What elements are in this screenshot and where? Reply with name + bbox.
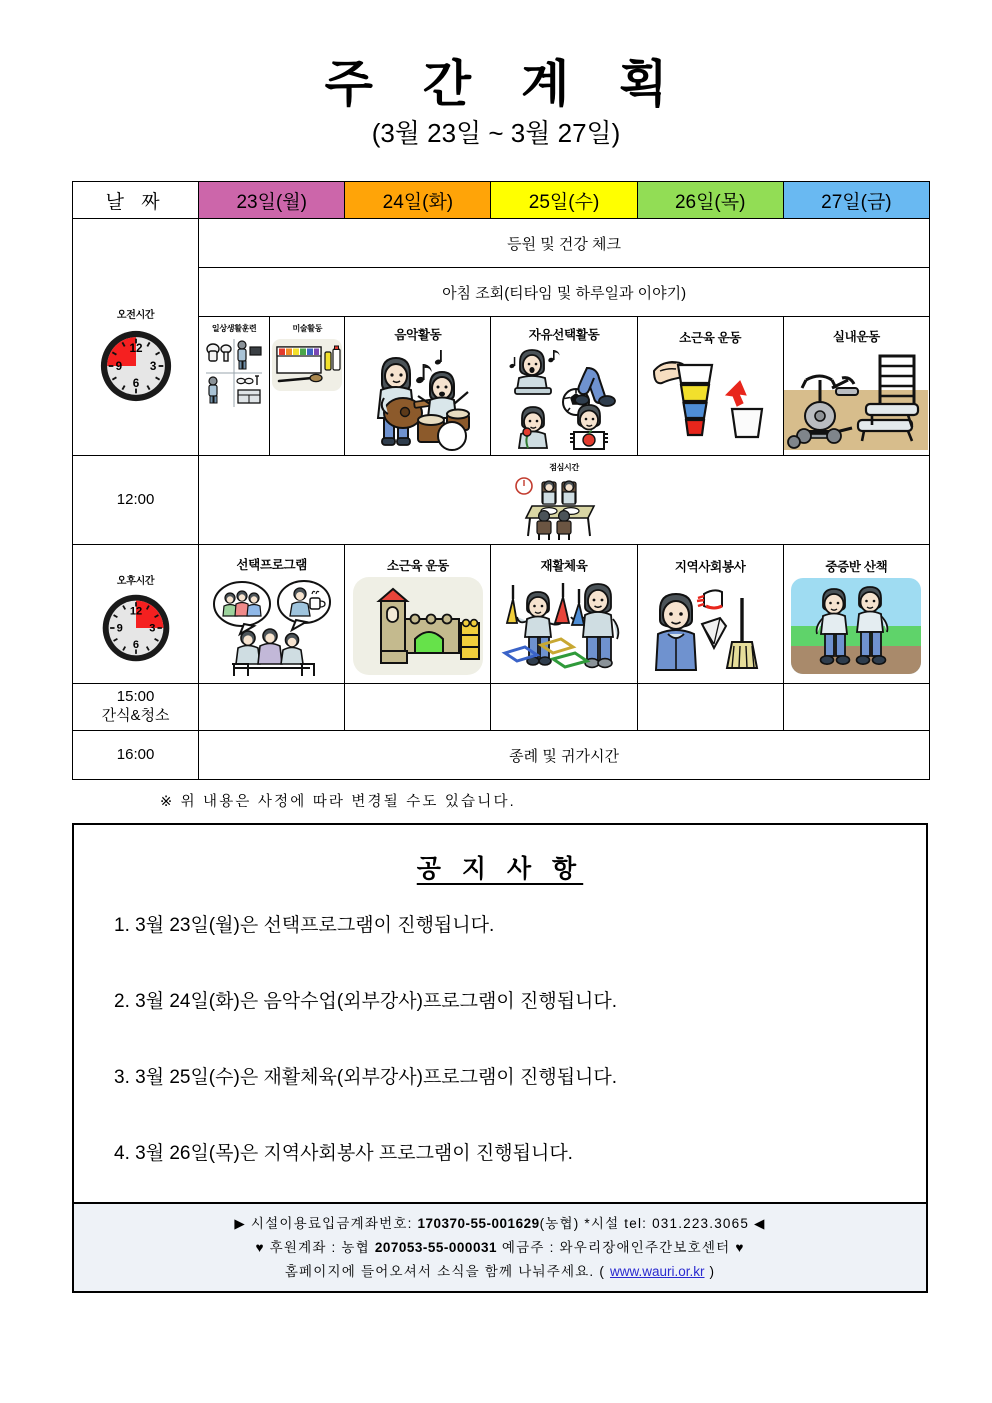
- table-row-morning-meeting: [73, 268, 930, 317]
- snack-cell-mon: [199, 684, 345, 731]
- document-header: [0, 0, 992, 147]
- table-row-afternoon-activities: [73, 545, 930, 684]
- activity-label-community-service: 지역사회봉사: [674, 559, 746, 574]
- list-item: 2. 3월 24일(화)은 음악수업(외부강사)프로그램이 진행됩니다.: [114, 990, 618, 1012]
- table-row-snack: [73, 684, 930, 731]
- music-activity-icon: [345, 344, 490, 452]
- activity-cell-mon-morning: [199, 317, 345, 456]
- morning-time-cell: [73, 219, 199, 456]
- svg-text:9: 9: [115, 359, 122, 373]
- snack-cell-tue: [345, 684, 491, 731]
- activity-cell-tue-afternoon: [345, 545, 491, 684]
- lunch-activity-cell: [199, 456, 930, 545]
- activity-cell-tue-morning: [345, 317, 491, 456]
- daily-living-training-icon: [203, 335, 265, 411]
- footer-account-prefix: ▶ 시설이용료입금계좌번호:: [234, 1216, 418, 1232]
- building-blocks-icon: [345, 575, 490, 677]
- table-header-row: [73, 182, 930, 219]
- svg-text:9: 9: [116, 622, 123, 635]
- morning-meeting-cell: 아침 조회(티타임 및 하루일과 이야기): [199, 268, 930, 317]
- activity-label-free-choice: 자유선택활동: [528, 327, 600, 342]
- activity-label-fine-motor-afternoon: 소근육 운동: [386, 558, 449, 573]
- snack-cell-fri: [783, 684, 929, 731]
- notice-title: 공 지 사 항: [416, 855, 584, 884]
- list-item: 3. 3월 25일(수)은 재활체육(외부강사)프로그램이 진행됩니다.: [114, 1066, 618, 1088]
- indoor-exercise-icon: [784, 346, 929, 450]
- table-row-closing: [73, 731, 930, 780]
- snack-time-value: 15:00: [116, 688, 155, 706]
- walking-outdoors-icon: [784, 576, 929, 676]
- header-day-tue: 24일(화): [345, 182, 491, 219]
- table-row-lunch: [73, 456, 930, 545]
- activity-cell-thu-morning: [637, 317, 783, 456]
- header-day-thu: 26일(목): [637, 182, 783, 219]
- svg-text:6: 6: [132, 638, 139, 651]
- notice-list: [74, 891, 926, 1202]
- lunch-time-cell: 12:00: [73, 456, 199, 545]
- snack-cell-wed: [491, 684, 637, 731]
- lunch-label: 점심시간: [549, 463, 579, 473]
- footer-line-website: [74, 1260, 926, 1284]
- footer-donation-number: 207053-55-000031: [374, 1240, 497, 1256]
- svg-text:3: 3: [148, 622, 155, 635]
- svg-text:3: 3: [149, 359, 156, 373]
- schedule-disclaimer: ※ 위 내용은 사정에 따라 변경될 수도 있습니다.: [160, 794, 516, 811]
- afternoon-time-label: 오후시간: [116, 575, 155, 587]
- table-row-arrival: [73, 219, 930, 268]
- activity-label-rehab-pe: 재활체육: [540, 558, 588, 573]
- header-day-fri: 27일(금): [783, 182, 929, 219]
- footer-account-mid: (농협) *시설 tel: 031.223.3065: [539, 1216, 750, 1232]
- footer-donation-prefix: ♥ 후원계좌 : 농협: [255, 1240, 375, 1256]
- rehab-exercise-icon: [491, 575, 636, 677]
- optional-program-icon: [199, 574, 344, 678]
- footer-website-suffix: ): [704, 1263, 716, 1279]
- schedule-section: [0, 147, 992, 811]
- activity-cell-fri-morning: [783, 317, 929, 456]
- header-day-mon: 23일(월): [199, 182, 345, 219]
- header-day-wed: 25일(수): [491, 182, 637, 219]
- lunch-table-icon: [199, 474, 929, 540]
- activity-label-optional-program: 선택프로그램: [236, 557, 308, 572]
- footer-line-facility-account: [74, 1212, 926, 1236]
- svg-text:12: 12: [129, 605, 142, 618]
- clock-morning-icon: [73, 327, 198, 405]
- activity-cell-fri-afternoon: [783, 545, 929, 684]
- activity-subcell-daily-living: [199, 317, 270, 455]
- free-choice-activity-icon: [491, 344, 636, 452]
- arrival-activity-cell: 등원 및 건강 체크: [199, 219, 930, 268]
- svg-text:12: 12: [129, 341, 143, 355]
- closing-activity-cell: 종례 및 귀가시간: [199, 731, 930, 780]
- activity-subcell-art: [270, 317, 344, 455]
- notice-section: [72, 823, 928, 1293]
- activity-cell-mon-afternoon: [199, 545, 345, 684]
- snack-time-label: 간식&청소: [101, 707, 170, 725]
- morning-time-label: 오전시간: [116, 309, 155, 321]
- website-link[interactable]: www.wauri.or.kr: [609, 1263, 705, 1279]
- header-date: 날 짜: [73, 182, 199, 219]
- footer-website-prefix: 홈페이지에 들어오셔서 소식을 함께 나눠주세요. (: [284, 1263, 610, 1279]
- list-item: 4. 3월 26일(목)은 지역사회봉사 프로그램이 진행됩니다.: [114, 1142, 573, 1164]
- footer-account-number: 170370-55-001629: [417, 1216, 540, 1232]
- activity-label-walk: 중증반 산책: [825, 559, 888, 574]
- afternoon-time-cell: [73, 545, 199, 684]
- activity-label-daily-living: 일상생활훈련: [211, 324, 257, 334]
- table-row-morning-activities: [73, 317, 930, 456]
- footer-donation-suffix: 예금주 : 와우리장애인주간보호센터 ♥: [496, 1240, 745, 1256]
- closing-time-cell: 16:00: [73, 731, 199, 780]
- weekly-schedule-table: [72, 181, 930, 780]
- footer-account-suffix: ◀: [749, 1216, 766, 1232]
- activity-label-music: 음악활동: [394, 327, 442, 342]
- fine-motor-stacking-icon: [638, 347, 783, 449]
- date-range-subtitle: (3월 23일 ~ 3월 27일): [371, 117, 621, 148]
- snack-time-cell: [73, 684, 199, 731]
- clock-afternoon-icon: [73, 591, 198, 665]
- svg-text:6: 6: [132, 376, 139, 390]
- art-activity-icon: [270, 335, 344, 397]
- activity-label-fine-motor-morning: 소근육 운동: [679, 330, 742, 345]
- footer-contact-info: [74, 1202, 926, 1291]
- community-service-icon: [638, 576, 783, 676]
- list-item: 1. 3월 23일(월)은 선택프로그램이 진행됩니다.: [114, 915, 495, 937]
- activity-cell-wed-afternoon: [491, 545, 637, 684]
- activity-label-art: 미술활동: [292, 324, 323, 334]
- activity-label-indoor-exercise: 실내운동: [832, 329, 880, 344]
- activity-cell-thu-afternoon: [637, 545, 783, 684]
- page-title: 주 간 계 획: [324, 56, 686, 112]
- activity-cell-wed-morning: [491, 317, 637, 456]
- snack-cell-thu: [637, 684, 783, 731]
- footer-line-donation-account: [74, 1236, 926, 1260]
